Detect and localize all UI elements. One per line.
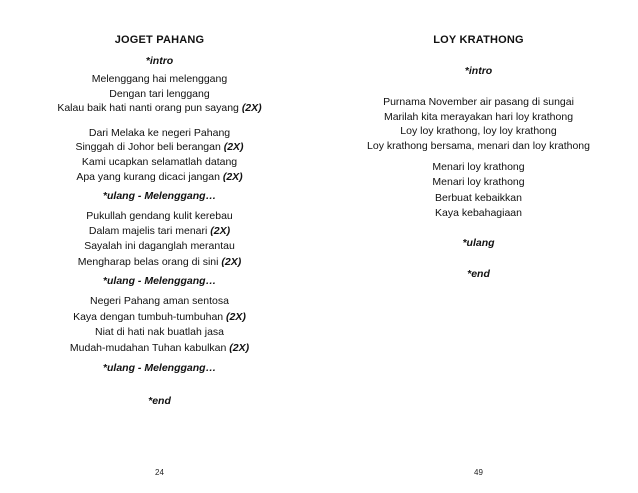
lyric-line: Apa yang kurang dicaci jangan (2X) xyxy=(76,171,243,183)
lyric-line: Loy loy krathong, loy loy krathong xyxy=(400,125,557,137)
lyric-line: Purnama November air pasang di sungai xyxy=(383,96,574,108)
lyric-line: Niat di hati nak buatlah jasa xyxy=(95,326,224,338)
lyric-line: Mudah-mudahan Tuhan kabulkan (2X) xyxy=(69,342,250,354)
right-chorus-marker: *ulang xyxy=(462,237,495,249)
lyric-line: Loy krathong bersama, menari dan loy krathong xyxy=(367,140,590,152)
lyric-line: Kaya dengan tumbuh-tumbuhan (2X) xyxy=(73,311,246,323)
lyric-line: Kaya kebahagiaan xyxy=(435,207,522,219)
lyric-line: Marilah kita merayakan hari loy krathong xyxy=(383,111,574,123)
right-page-number: 49 xyxy=(474,468,483,477)
left-chorus-marker: *ulang - Melenggang… xyxy=(102,275,217,287)
lyric-line: Sayalah ini daganglah merantau xyxy=(84,240,235,252)
lyric-line: Singgah di Johor beli berangan (2X) xyxy=(75,141,244,153)
lyric-line: Negeri Pahang aman sentosa xyxy=(90,295,229,307)
left-page-number: 24 xyxy=(155,468,164,477)
lyric-line: Dengan tari lenggang xyxy=(109,88,210,100)
lyric-line: Dalam majelis tari menari (2X) xyxy=(88,225,231,237)
right-page xyxy=(319,0,638,493)
lyric-line: Dari Melaka ke negeri Pahang xyxy=(88,127,231,139)
right-song-title: LOY KRATHONG xyxy=(433,34,524,46)
lyric-line: Mengharap belas orang di sini (2X) xyxy=(77,256,242,268)
lyric-line: Kalau baik hati nanti orang pun sayang (2X) xyxy=(57,102,262,114)
lyric-line: Menari loy krathong xyxy=(432,161,525,173)
lyric-line: Berbuat kebaikkan xyxy=(435,192,522,204)
lyric-line: Melenggang hai melenggang xyxy=(91,73,228,85)
left-song-title: JOGET PAHANG xyxy=(114,34,205,46)
right-end-marker: *end xyxy=(467,268,490,280)
left-intro-marker: *intro xyxy=(145,55,174,67)
lyric-line: Pukullah gendang kulit kerebau xyxy=(86,210,233,222)
left-chorus-marker: *ulang - Melenggang… xyxy=(102,190,217,202)
left-chorus-marker: *ulang - Melenggang… xyxy=(102,362,217,374)
right-intro-marker: *intro xyxy=(464,65,493,77)
left-end-marker: *end xyxy=(148,395,171,407)
lyric-line: Kami ucapkan selamatlah datang xyxy=(81,156,238,168)
lyric-line: Menari loy krathong xyxy=(432,176,525,188)
